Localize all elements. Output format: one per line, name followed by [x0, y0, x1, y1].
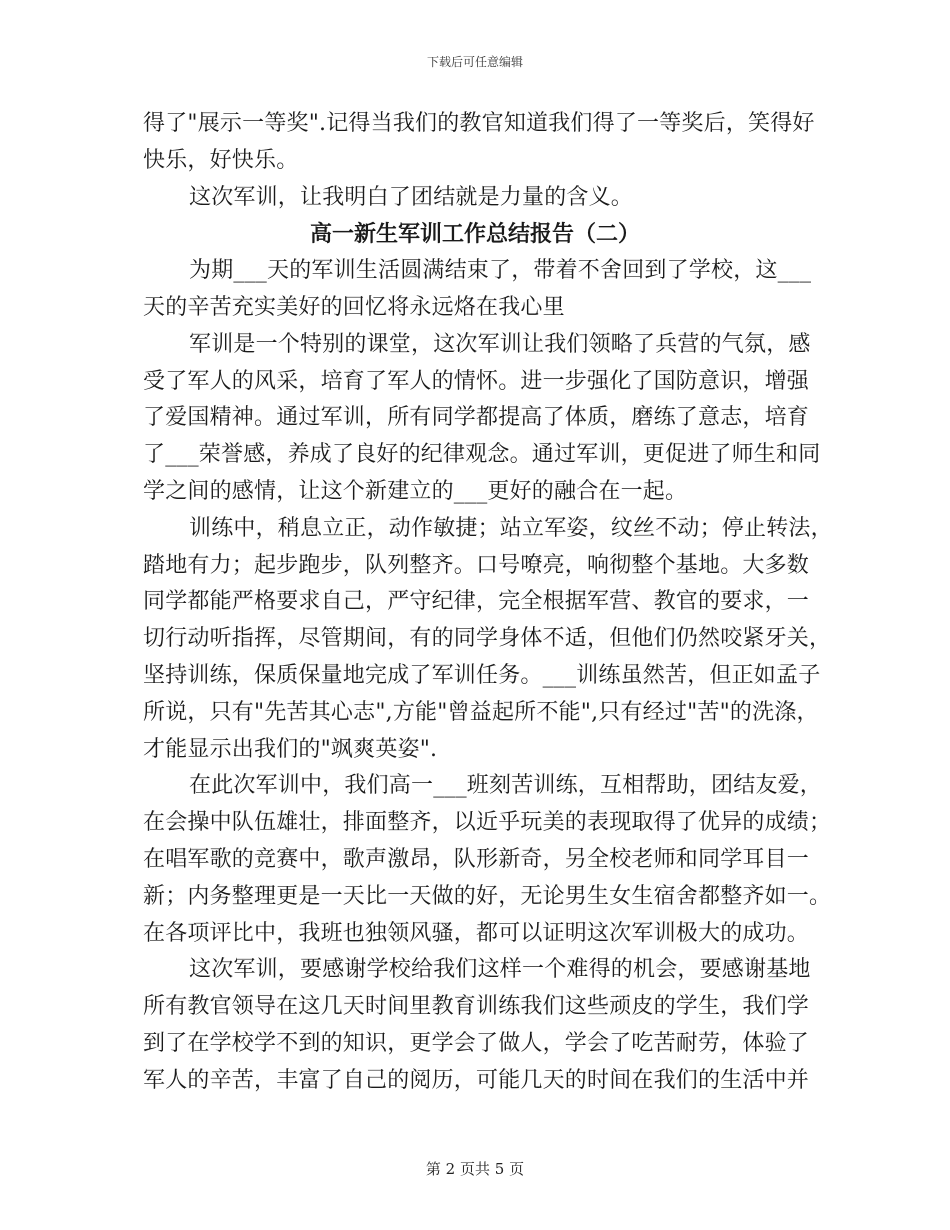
- paragraph-line: 踏地有力；起步跑步，队列整齐。口号嘹亮，响彻整个基地。大多数: [143, 552, 810, 578]
- paragraph-line: 军人的辛苦，丰富了自己的阅历，可能几天的时间在我们的生活中并: [143, 1067, 810, 1093]
- paragraph-line: 训练中，稍息立正，动作敏捷；站立军姿，纹丝不动；停止转法，: [189, 515, 833, 541]
- paragraph-line: 这次军训，让我明白了团结就是力量的含义。: [189, 184, 634, 210]
- paragraph-line: 新；内务整理更是一天比一天做的好，无论男生女生宿舍都整齐如一。: [143, 883, 832, 909]
- paragraph-line: 天的辛苦充实美好的回忆将永远烙在我心里: [143, 294, 565, 320]
- paragraph-line: 坚持训练，保质保量地完成了军训任务。___训练虽然苦，但正如孟子: [143, 662, 821, 688]
- paragraph-line: 了爱国精神。通过军训，所有同学都提高了体质，磨练了意志，培育: [143, 405, 810, 431]
- paragraph-line: 在各项评比中，我班也独领风骚，都可以证明这次军训极大的成功。: [143, 920, 810, 946]
- paragraph-line: 受了军人的风采，培育了军人的情怀。进一步强化了国防意识，增强: [143, 368, 810, 394]
- paragraph-line: 所有教官领导在这几天时间里教育训练我们这些顽皮的学生，我们学: [143, 994, 810, 1020]
- paragraph-line: 所说，只有"先苦其心志",方能"曾益起所不能",只有经过"苦"的洗涤，: [143, 699, 819, 725]
- paragraph-line: 切行动听指挥，尽管期间，有的同学身体不适，但他们仍然咬紧牙关，: [143, 626, 832, 652]
- section-title: 高一新生军训工作总结报告（二）: [309, 221, 640, 248]
- paragraph-line: 在会操中队伍雄壮，排面整齐，以近乎玩美的表现取得了优异的成绩；: [143, 810, 832, 836]
- page-footer: 第 2 页共 5 页: [425, 1160, 525, 1178]
- paragraph-line: 这次军训，要感谢学校给我们这样一个难得的机会，要感谢基地: [189, 957, 811, 983]
- paragraph-line: 快乐，好快乐。: [143, 147, 299, 173]
- paragraph-line: 了___荣誉感，养成了良好的纪律观念。通过军训，更促进了师生和同: [143, 442, 821, 468]
- paragraph-line: 得了"展示一等奖".记得当我们的教官知道我们得了一等奖后，笑得好: [143, 111, 815, 136]
- paragraph-line: 在此次军训中，我们高一___班刻苦训练，互相帮助，团结友爱，: [189, 773, 823, 799]
- paragraph-line: 在唱军歌的竞赛中，歌声激昂，队形新奇，另全校老师和同学耳目一: [143, 846, 810, 872]
- paragraph-line: 学之间的感情，让这个新建立的___更好的融合在一起。: [143, 478, 688, 504]
- document-body: [143, 106, 833, 1100]
- paragraph-line: 同学都能严格要求自己，严守纪律，完全根据军营、教官的要求，一: [143, 589, 810, 615]
- page-header: 下载后可任意编辑: [426, 55, 523, 69]
- paragraph-line: 为期___天的军训生活圆满结束了，带着不舍回到了学校，这___: [189, 258, 812, 284]
- paragraph-line: 到了在学校学不到的知识，更学会了做人，学会了吃苦耐劳，体验了: [143, 1030, 810, 1056]
- paragraph-line: 军训是一个特别的课堂，这次军训让我们领略了兵营的气氛，感: [189, 331, 811, 357]
- paragraph-line: 才能显示出我们的"飒爽英姿".: [143, 736, 438, 762]
